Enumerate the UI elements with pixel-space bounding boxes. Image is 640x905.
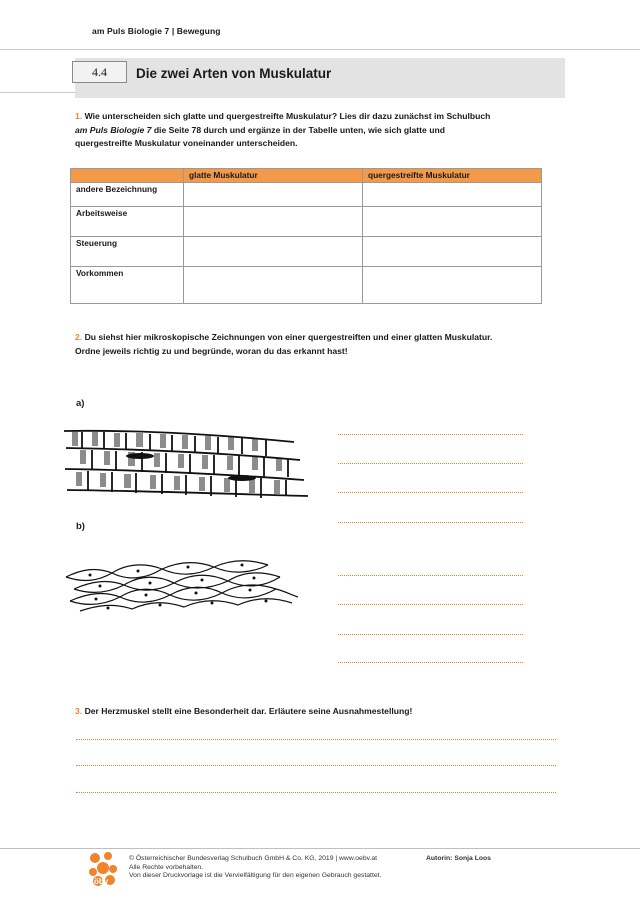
striated-muscle-drawing [62,428,312,500]
title-band-rule [0,92,75,93]
task-1-text-b: die Seite 78 durch und ergänze in der Tabelle unten, wie sich glatte und [153,124,445,135]
task-3-text: Der Herzmuskel stellt eine Besonderheit dar. Erläutere seine Ausnahmestellung! [84,706,413,716]
page-title: Die zwei Arten von Muskulatur [136,66,332,81]
label-b: b) [76,521,85,532]
label-a: a) [76,398,85,409]
book-header: am Puls Biologie 7 | Bewegung [92,26,221,36]
row-label: Steuerung [71,237,184,267]
footer-line-2: Alle Rechte vorbehalten. [129,863,204,871]
answer-cell[interactable] [363,207,542,237]
table-header-blank [71,169,184,183]
answer-cell[interactable] [184,237,363,267]
task-1-number: 1. [75,111,83,121]
task-2 [75,331,565,358]
answer-line[interactable] [338,575,523,576]
answer-line[interactable] [338,662,523,663]
answer-cell[interactable] [363,237,542,267]
task-1-text-c: quergestreifte Muskulatur voneinander unterscheiden. [75,138,298,148]
table-row [71,237,542,267]
answer-line[interactable] [338,434,523,435]
answer-line[interactable] [338,463,523,464]
footer-copyright [129,855,381,881]
answer-line[interactable] [338,634,523,635]
row-label: Vorkommen [71,267,184,304]
task-1 [75,110,565,151]
task-1-book-ref: am Puls Biologie 7 [75,124,152,135]
footer-line-1: © Österreichischer Bundesverlag Schulbuch GmbH & Co. KG, 2019 | www.oebv.at [129,855,378,862]
table-header-striated: quergestreifte Muskulatur [363,169,542,183]
answer-line[interactable] [338,604,523,605]
task-3-number: 3. [75,706,83,716]
row-label: andere Bezeichnung [71,183,184,207]
row-label: Arbeitsweise [71,207,184,237]
header-divider [0,49,640,50]
answer-cell[interactable] [363,267,542,304]
logo-text: öbv [94,877,109,886]
task-2-line-2: Ordne jeweils richtig zu und begründe, woran du das erkannt hast! [75,345,348,356]
oebv-logo [86,850,120,890]
task-2-line-1: Du siehst hier mikroskopische Zeichnungen von einer quergestreiften und einer glatten Muskulatur. [84,332,493,342]
answer-line[interactable] [338,522,523,523]
answer-cell[interactable] [184,183,363,207]
footer-line-3: Von dieser Druckvorlage ist die Vervielfältigung für den eigenen Gebrauch gestattet. [129,872,382,880]
answer-line[interactable] [338,492,523,493]
smooth-muscle-drawing [62,555,302,615]
answer-line[interactable] [76,739,556,740]
table-row [71,267,542,304]
footer-divider [0,848,640,849]
answer-cell[interactable] [184,267,363,304]
task-2-number: 2. [75,332,83,342]
table-header-smooth: glatte Muskulatur [184,169,363,183]
table-row [71,183,542,207]
task-3 [75,705,565,719]
table-row [71,207,542,237]
answer-cell[interactable] [363,183,542,207]
footer-author: Autorin: Sonja Loos [426,855,491,862]
table-header-row [71,169,542,183]
section-number: 4.4 [72,61,127,83]
answer-line[interactable] [76,765,556,766]
comparison-table [70,168,542,304]
task-1-text-a: Wie unterscheiden sich glatte und quergestreifte Muskulatur? Lies dir dazu zunächst im Schulbuch [84,111,491,121]
answer-line[interactable] [76,792,556,793]
answer-cell[interactable] [184,207,363,237]
